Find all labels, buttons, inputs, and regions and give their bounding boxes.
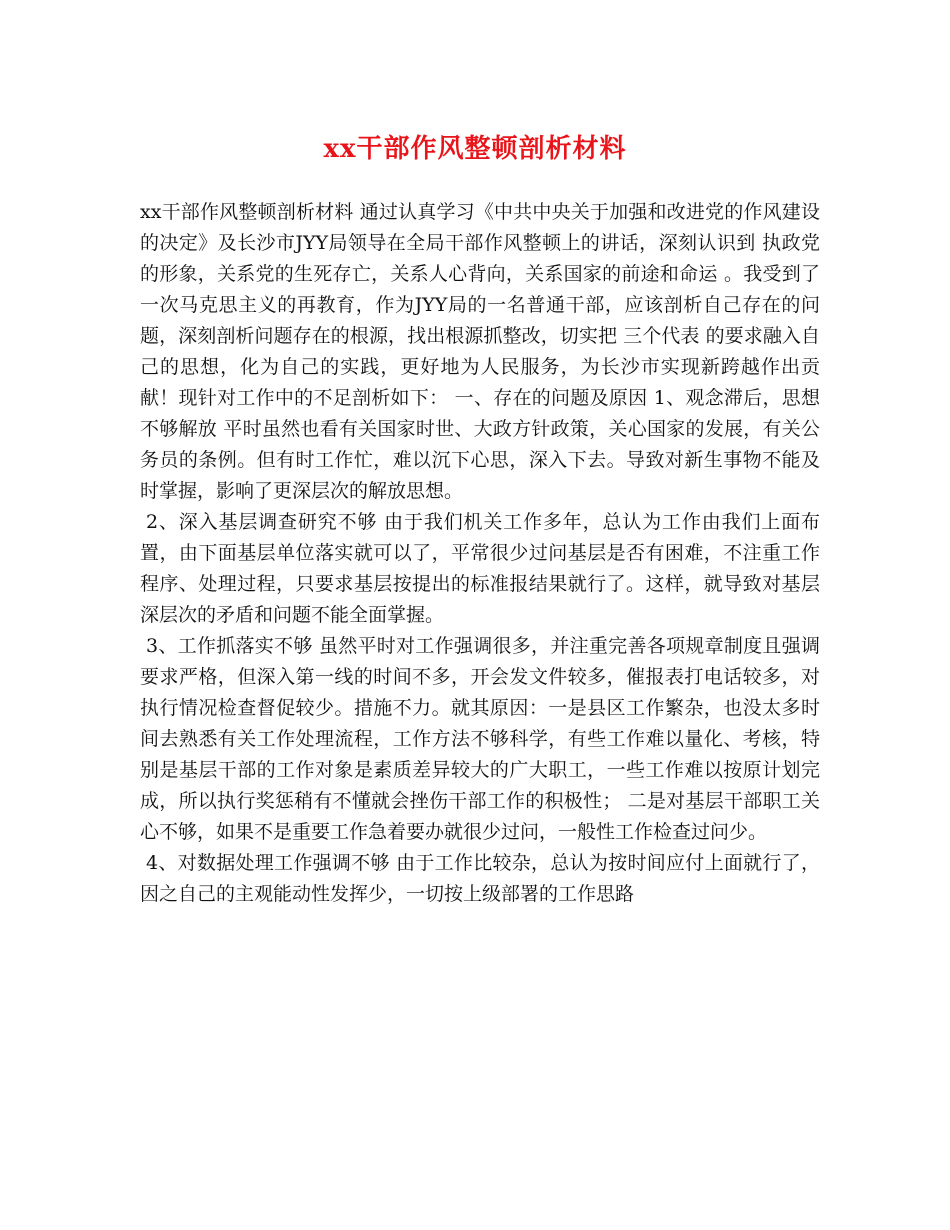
document-title: xx干部作风整顿剖析材料 xyxy=(323,134,627,164)
paragraph-item-2: 2、深入基层调查研究不够 由于我们机关工作多年，总认为工作由我们上面布置，由下面基层单位落实就可以了，平常很少过问基层是否有困难，不注重工作程序、处理过程，只要求基层按提出的标准报结果就行了。这样，就导致对基层深层次的矛盾和问题不能全面掌握。 xyxy=(140,511,820,626)
document-body xyxy=(140,197,820,910)
paragraph-item-3: 3、工作抓落实不够 虽然平时对工作强调很多，并注重完善各项规章制度且强调要求严格，但深入第一线的时间不多，开会发文件较多，催报表打电话较多，对执行情况检查督促较少。措施不力。就其原因：一是县区工作繁杂，也没太多时间去熟悉有关工作处理流程，工作方法不够科学，有些工作难以量化、考核，特别是基层干部的工作对象是素质差异较大的广大职工，一些工作难以按原计划完成，所以执行奖惩稍有不懂就会挫伤干部工作的积极性； 二是对基层干部职工关心不够，如果不是重要工作急着要办就很少过问，一般性工作检查过问少。 xyxy=(140,635,820,843)
paragraph-item-4: 4、对数据处理工作强调不够 由于工作比较杂，总认为按时间应付上面就行了，因之自己的主观能动性发挥少，一切按上级部署的工作思路 xyxy=(140,852,820,905)
paragraph-intro: xx干部作风整顿剖析材料 通过认真学习《中共中央关于加强和改进党的作风建设的决定》及长沙市JYY局领导在全局干部作风整顿上的讲话，深刻认识到 执政党的形象，关系党的生死存亡，关系人心背向，关系国家的前途和命运 。我受到了一次马克思主义的再教育，作为JYY局的一名普通干部，应该剖析自己存在的问题，深刻剖析问题存在的根源，找出根源抓整改，切实把 三个代表 的要求融入自己的思想，化为自己的实践，更好地为人民服务，为长沙市实现新跨越作出贡献！现针对工作中的不足剖析如下： 一、存在的问题及原因 1、观念滞后，思想不够解放 平时虽然也看有关国家时世、大政方针政策，关心国家的发展，有关公务员的条例。但有时工作忙，难以沉下心思，深入下去。导致对新生事物不能及时掌握，影响了更深层次的解放思想。 xyxy=(140,201,820,502)
